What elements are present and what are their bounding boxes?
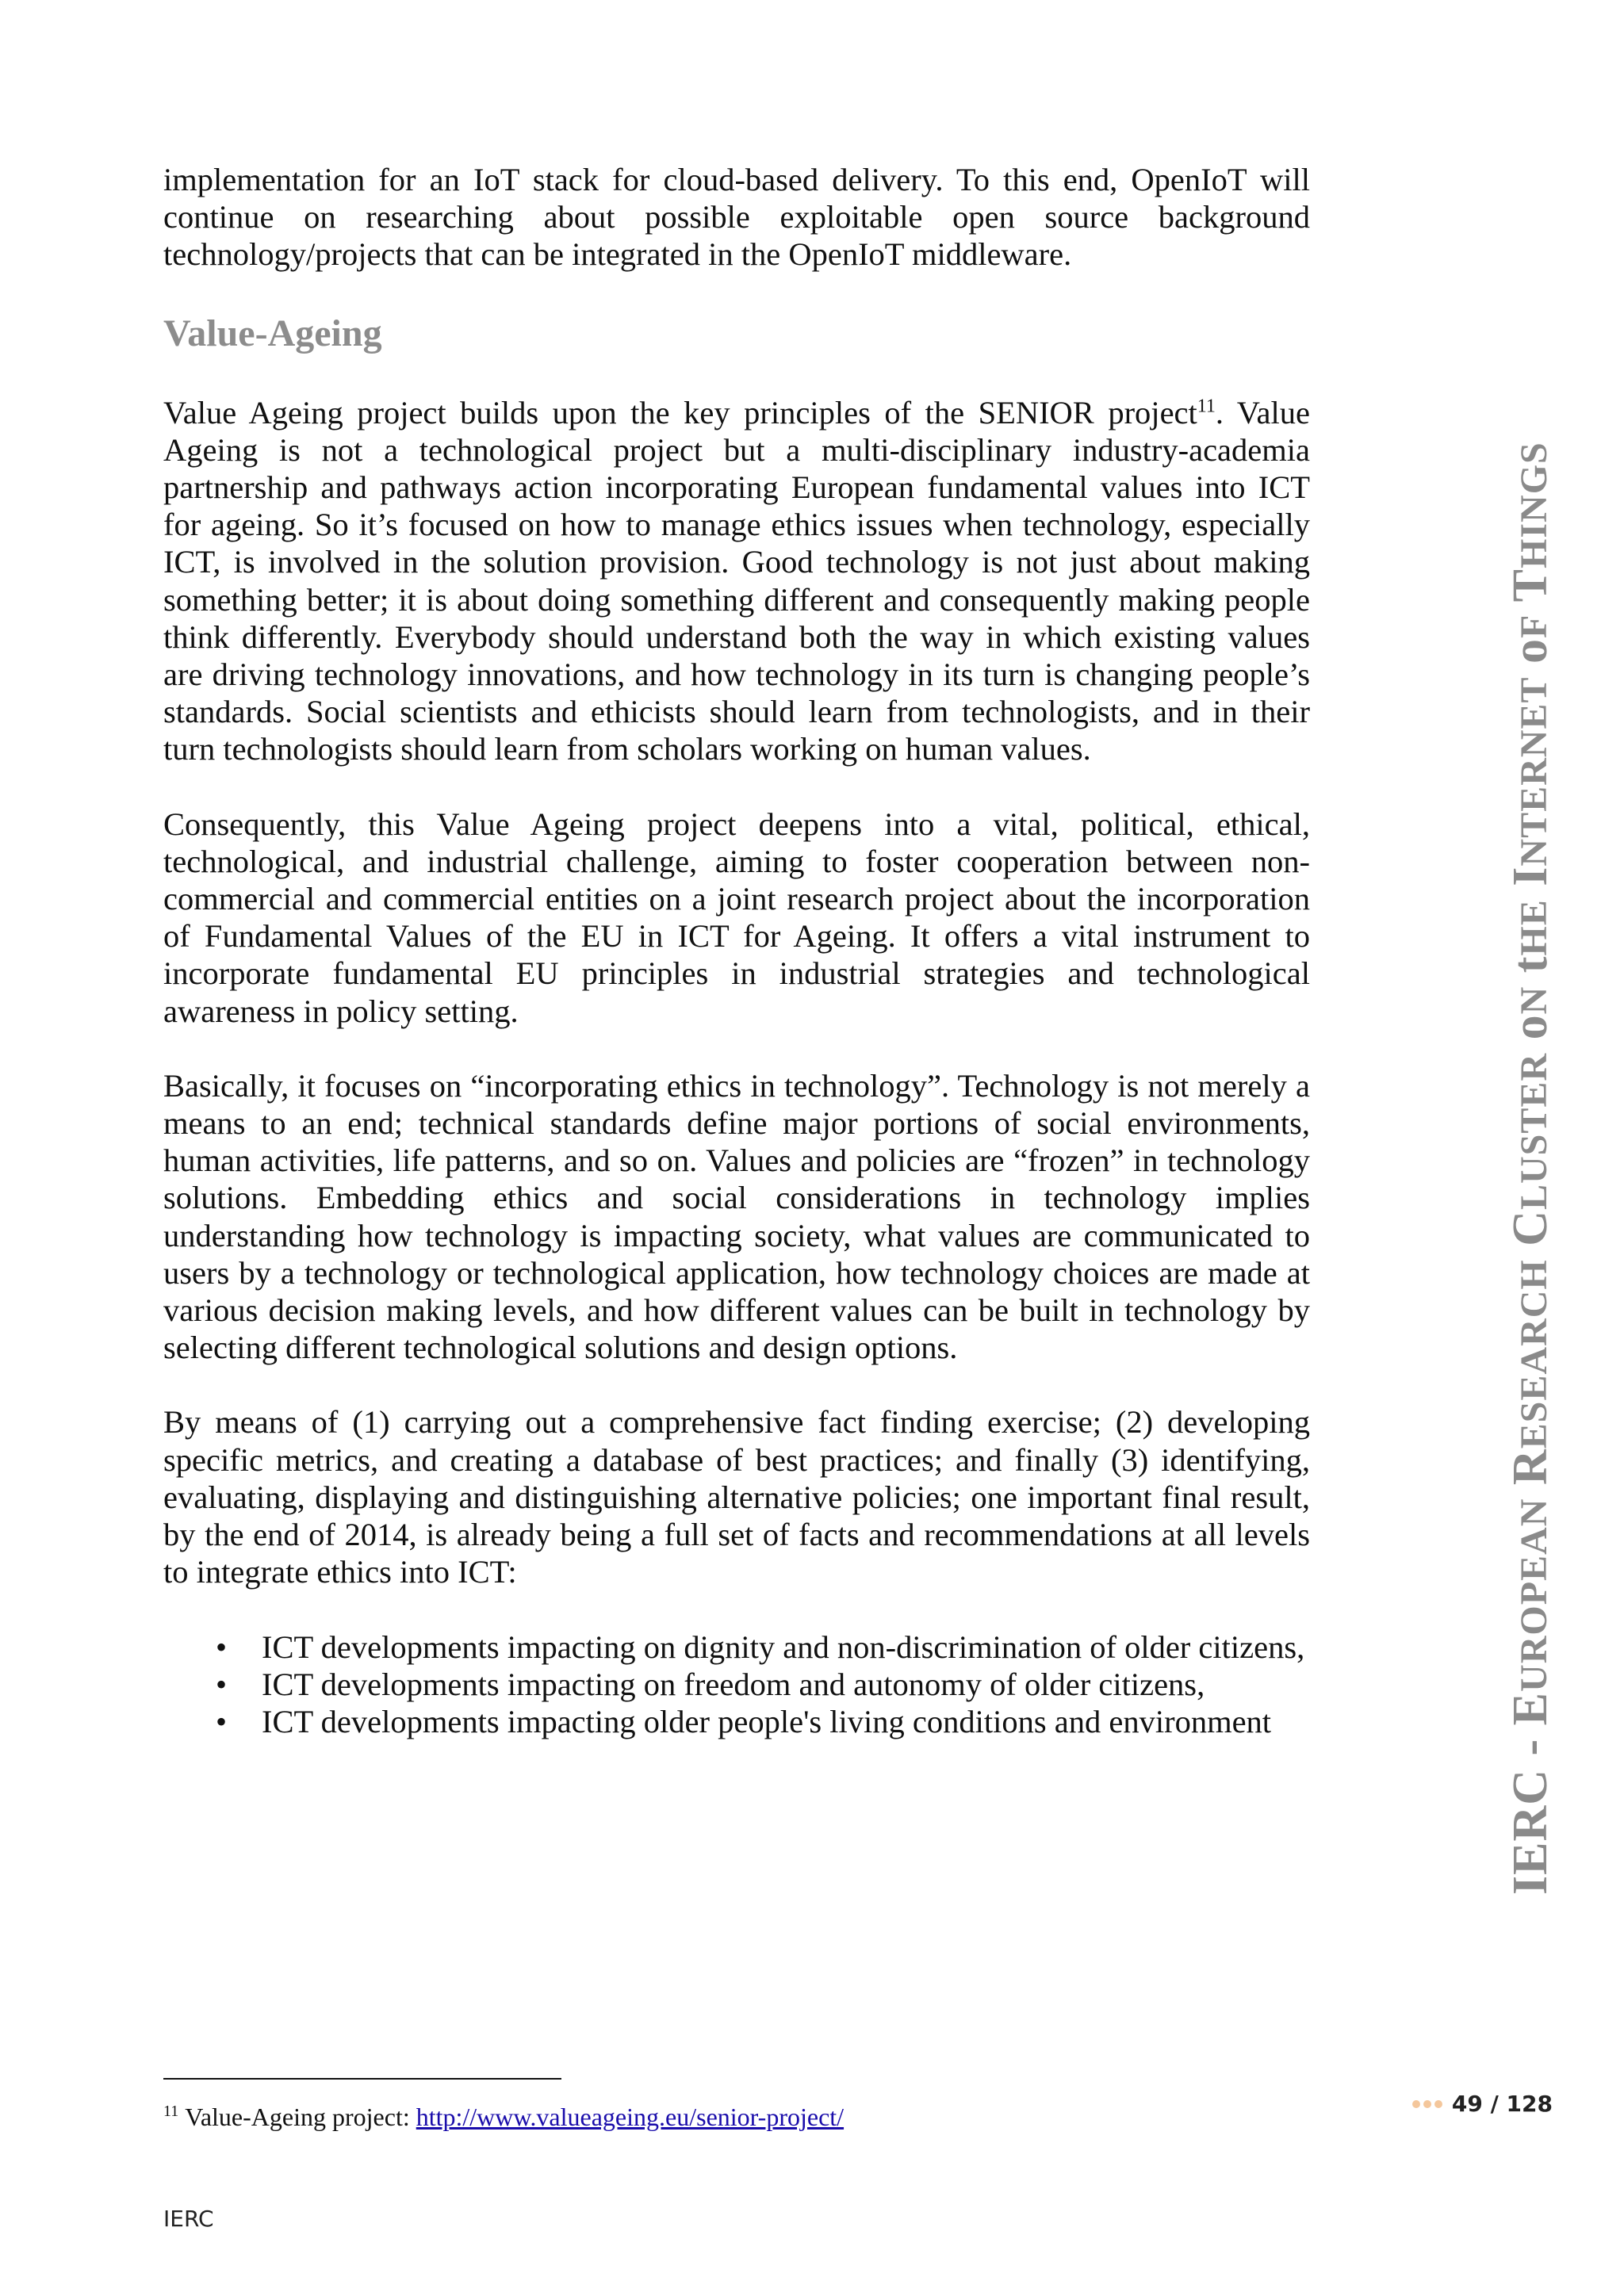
section-heading: Value-Ageing (163, 312, 382, 354)
paragraph-2: Consequently, this Value Ageing project deepens into a vital, political, ethical, technological, and industrial challenge, aiming to foster cooperation between non-commercial and commercial entities on a joint research project about the incorporation of Fundamental Values of the EU in ICT for Ageing. It offers a vital instrument to incorporate fundamental EU principles in industrial strategies and technological awareness in policy setting. (163, 806, 1310, 1029)
paragraph-1 (163, 394, 1310, 768)
page-number-text: 49 / 128 (1451, 2091, 1553, 2117)
footnote-reference[interactable]: 11 (1197, 396, 1216, 417)
footnote (163, 2101, 844, 2133)
bullet-item: • ICT developments impacting older people's living conditions and environment (262, 1703, 1310, 1740)
footer-label: IERC (163, 2206, 214, 2232)
paragraph-4: By means of (1) carrying out a comprehensive fact finding exercise; (2) developing specific metrics, and creating a database of best practices; and finally (3) identifying, evaluating, displaying and distinguishing alternative policies; one important final result, by the end of 2014, is already being a full set of facts and recommendations at all levels to integrate ethics into ICT: (163, 1404, 1310, 1590)
page-number (1412, 2091, 1553, 2117)
page-dots-icon (1412, 2100, 1442, 2108)
intro-paragraph: implementation for an IoT stack for cloud-based delivery. To this end, OpenIoT will continue on researching about possible exploitable open source background technology/projects that can be integrated in the OpenIoT middleware. (163, 162, 1310, 273)
main-content (163, 161, 1310, 1740)
bullet-item: • ICT developments impacting on freedom and autonomy of older citizens, (262, 1666, 1310, 1703)
paragraph-1-text-after: . Value Ageing is not a technological project but a multi-disciplinary industry-academia partnership and pathways action incorporating European fundamental values into ICT for ageing. So it’s focused on how to manage ethics issues when technology, especially ICT, is involved in the solution provision. Good technology is not just about making something better; it is about doing something different and consequently making people think differently. Everybody should understand both the way in which existing values are driving technology innovations, and how technology in its turn is changing people’s standards. Social scientists and ethicists should learn from technologists, and in their turn technologists should learn from scholars working on human values. (163, 394, 1310, 767)
footnote-link[interactable]: http://www.valueageing.eu/senior-project/ (416, 2103, 845, 2131)
footnote-number: 11 (163, 2103, 179, 2121)
bullet-item: • ICT developments impacting on dignity and non-discrimination of older citizens, (262, 1628, 1310, 1666)
footnote-divider (163, 2078, 561, 2080)
side-title: IERC - EUROPEAN RESEARCH CLUSTER oN tHE INTERNET oF THINGS (1503, 442, 1557, 1895)
paragraph-3: Basically, it focuses on “incorporating ethics in technology”. Technology is not merely a means to an end; technical standards define major portions of social environments, human activities, life patterns, and so on. Values and policies are “frozen” in technology solutions. Embedding ethics and social considerations in technology implies understanding how technology is impacting society, what values are communicated to users by a technology or technological application, how technology choices are made at various decision making levels, and how different values can be built in technology by selecting different technological solutions and design options. (163, 1067, 1310, 1366)
paragraph-1-text: Value Ageing project builds upon the key principles of the SENIOR project (163, 394, 1197, 430)
bullet-list (163, 1628, 1310, 1741)
footnote-label: Value-Ageing project: (185, 2103, 416, 2131)
